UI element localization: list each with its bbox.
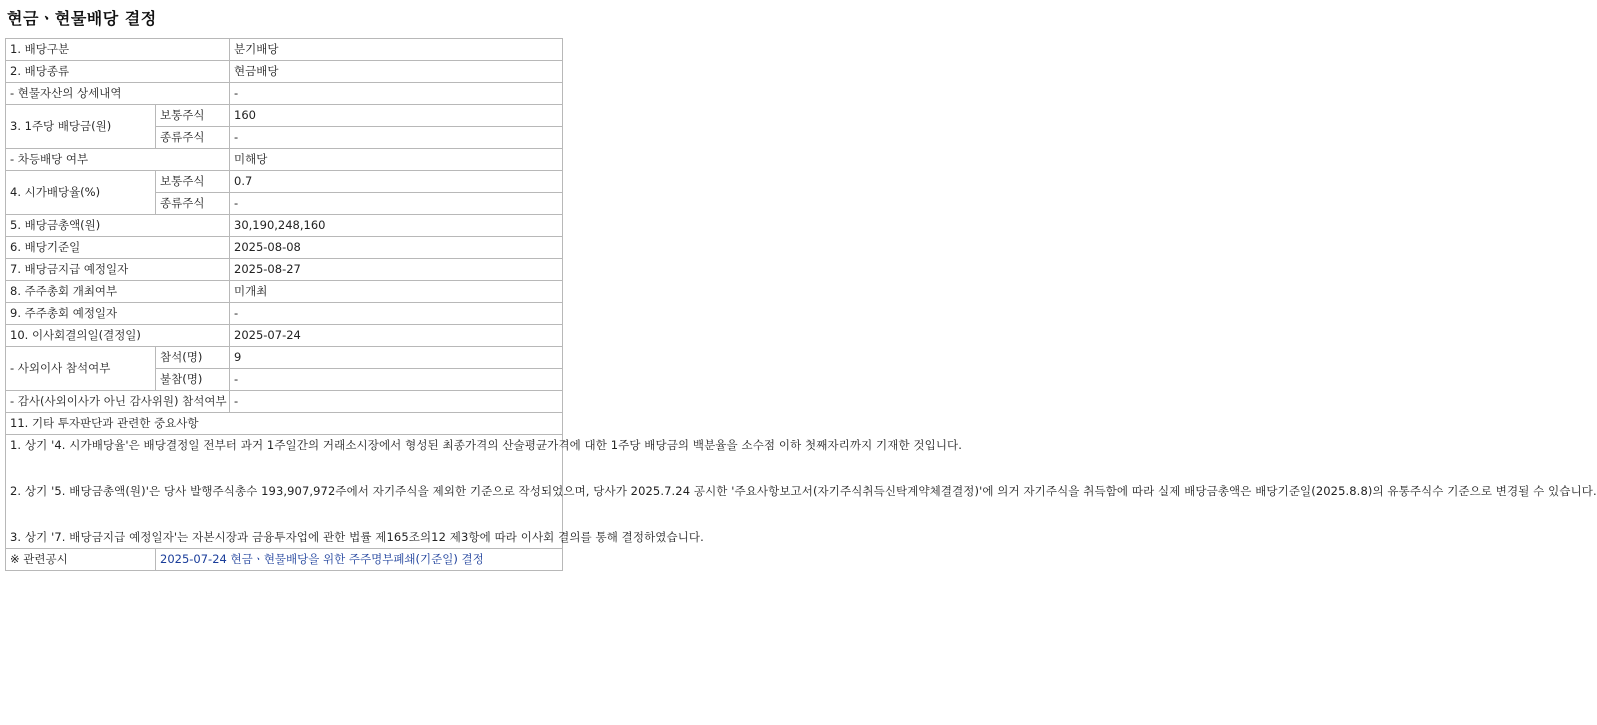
row-label-total-dividend: 5. 배당금총액(원) — [6, 215, 230, 237]
table-row — [6, 83, 563, 105]
row-label-dividend-type: 2. 배당종류 — [6, 61, 230, 83]
note-paragraph: 1. 상기 '4. 시가배당율'은 배당결정일 전부터 과거 1주일간의 거래소시장에서 형성된 최종가격의 산술평균가격에 대한 1주당 배당금의 백분율을 소수점 이하 첫째자리까지 기재한 것입니다. — [10, 438, 963, 452]
row-label-other-matters: 11. 기타 투자판단과 관련한 중요사항 — [6, 413, 563, 435]
disclosure-table — [5, 38, 1597, 571]
table-row — [6, 105, 563, 127]
table-row — [6, 391, 563, 413]
row-value-record-date: 2025-08-08 — [230, 237, 563, 259]
row-value-payment-date: 2025-08-27 — [230, 259, 563, 281]
table-row — [6, 237, 563, 259]
table-row — [6, 39, 563, 61]
row-value-agm-held: 미개최 — [230, 281, 563, 303]
row-value-auditor-attendance: - — [230, 391, 563, 413]
table-row — [6, 347, 563, 369]
page-title: 현금ㆍ현물배당 결정 — [7, 9, 157, 28]
row-value-agm-date: - — [230, 303, 563, 325]
row-label-outside-directors: - 사외이사 참석여부 — [6, 347, 156, 391]
table-row — [6, 149, 563, 171]
table-row — [6, 259, 563, 281]
row-value-total-dividend: 30,190,248,160 — [230, 215, 563, 237]
row-value-present: 9 — [230, 347, 563, 369]
row-value-board-date: 2025-07-24 — [230, 325, 563, 347]
row-label-agm-held: 8. 주주총회 개최여부 — [6, 281, 230, 303]
table-row — [6, 325, 563, 347]
note-paragraph: 2. 상기 '5. 배당금총액(원)'은 당사 발행주식총수 193,907,972주에서 자기주식을 제외한 기준으로 작성되었으며, 당사가 2025.7.24 공시한 '주요사항보고서(자기주식취득신탁계약체결결정)'에 의거 자기주식을 취득함에 따라 실제 배당금총액은 배당기준일(2025.8.8)의 유통주식수 기준으로 변경될 수 있습니다. — [10, 484, 1597, 498]
row-sublabel-absent: 불참(명) — [156, 369, 230, 391]
row-label-board-date: 10. 이사회결의일(결정일) — [6, 325, 230, 347]
table-row — [6, 281, 563, 303]
row-value-yield-preferred: - — [230, 193, 563, 215]
row-value-differential: 미해당 — [230, 149, 563, 171]
notes-cell — [6, 435, 1597, 549]
row-sublabel-preferred: 종류주식 — [156, 127, 230, 149]
row-sublabel-present: 참석(명) — [156, 347, 230, 369]
row-value-absent: - — [230, 369, 563, 391]
row-value-dps-preferred: - — [230, 127, 563, 149]
row-label-in-kind-details: - 현물자산의 상세내역 — [6, 83, 230, 105]
row-value-dividend-type: 현금배당 — [230, 61, 563, 83]
table-row — [6, 549, 563, 571]
table-row — [6, 61, 563, 83]
row-value-dividend-category: 분기배당 — [230, 39, 563, 61]
row-sublabel-common: 보통주식 — [156, 171, 230, 193]
row-sublabel-common: 보통주식 — [156, 105, 230, 127]
row-value-in-kind-details: - — [230, 83, 563, 105]
row-label-yield: 4. 시가배당율(%) — [6, 171, 156, 215]
table-row — [6, 171, 563, 193]
row-value-yield-common: 0.7 — [230, 171, 563, 193]
table-row — [6, 435, 563, 549]
row-label-differential: - 차등배당 여부 — [6, 149, 230, 171]
related-disclosure-label: ※ 관련공시 — [6, 549, 156, 571]
note-paragraph: 3. 상기 '7. 배당금지급 예정일자'는 자본시장과 금융투자업에 관한 법률 제165조의12 제3항에 따라 이사회 결의를 통해 결정하였습니다. — [10, 530, 704, 544]
table-row — [6, 215, 563, 237]
row-label-auditor-attendance: - 감사(사외이사가 아닌 감사위원) 참석여부 — [6, 391, 230, 413]
table-row — [6, 303, 563, 325]
related-disclosure-link[interactable]: 2025-07-24 현금ㆍ현물배당을 위한 주주명부폐쇄(기준일) 결정 — [156, 549, 563, 571]
table-row — [6, 413, 563, 435]
row-label-record-date: 6. 배당기준일 — [6, 237, 230, 259]
row-value-dps-common: 160 — [230, 105, 563, 127]
row-label-agm-date: 9. 주주총회 예정일자 — [6, 303, 230, 325]
row-label-dps: 3. 1주당 배당금(원) — [6, 105, 156, 149]
row-label-payment-date: 7. 배당금지급 예정일자 — [6, 259, 230, 281]
row-label-dividend-category: 1. 배당구분 — [6, 39, 230, 61]
row-sublabel-preferred: 종류주식 — [156, 193, 230, 215]
